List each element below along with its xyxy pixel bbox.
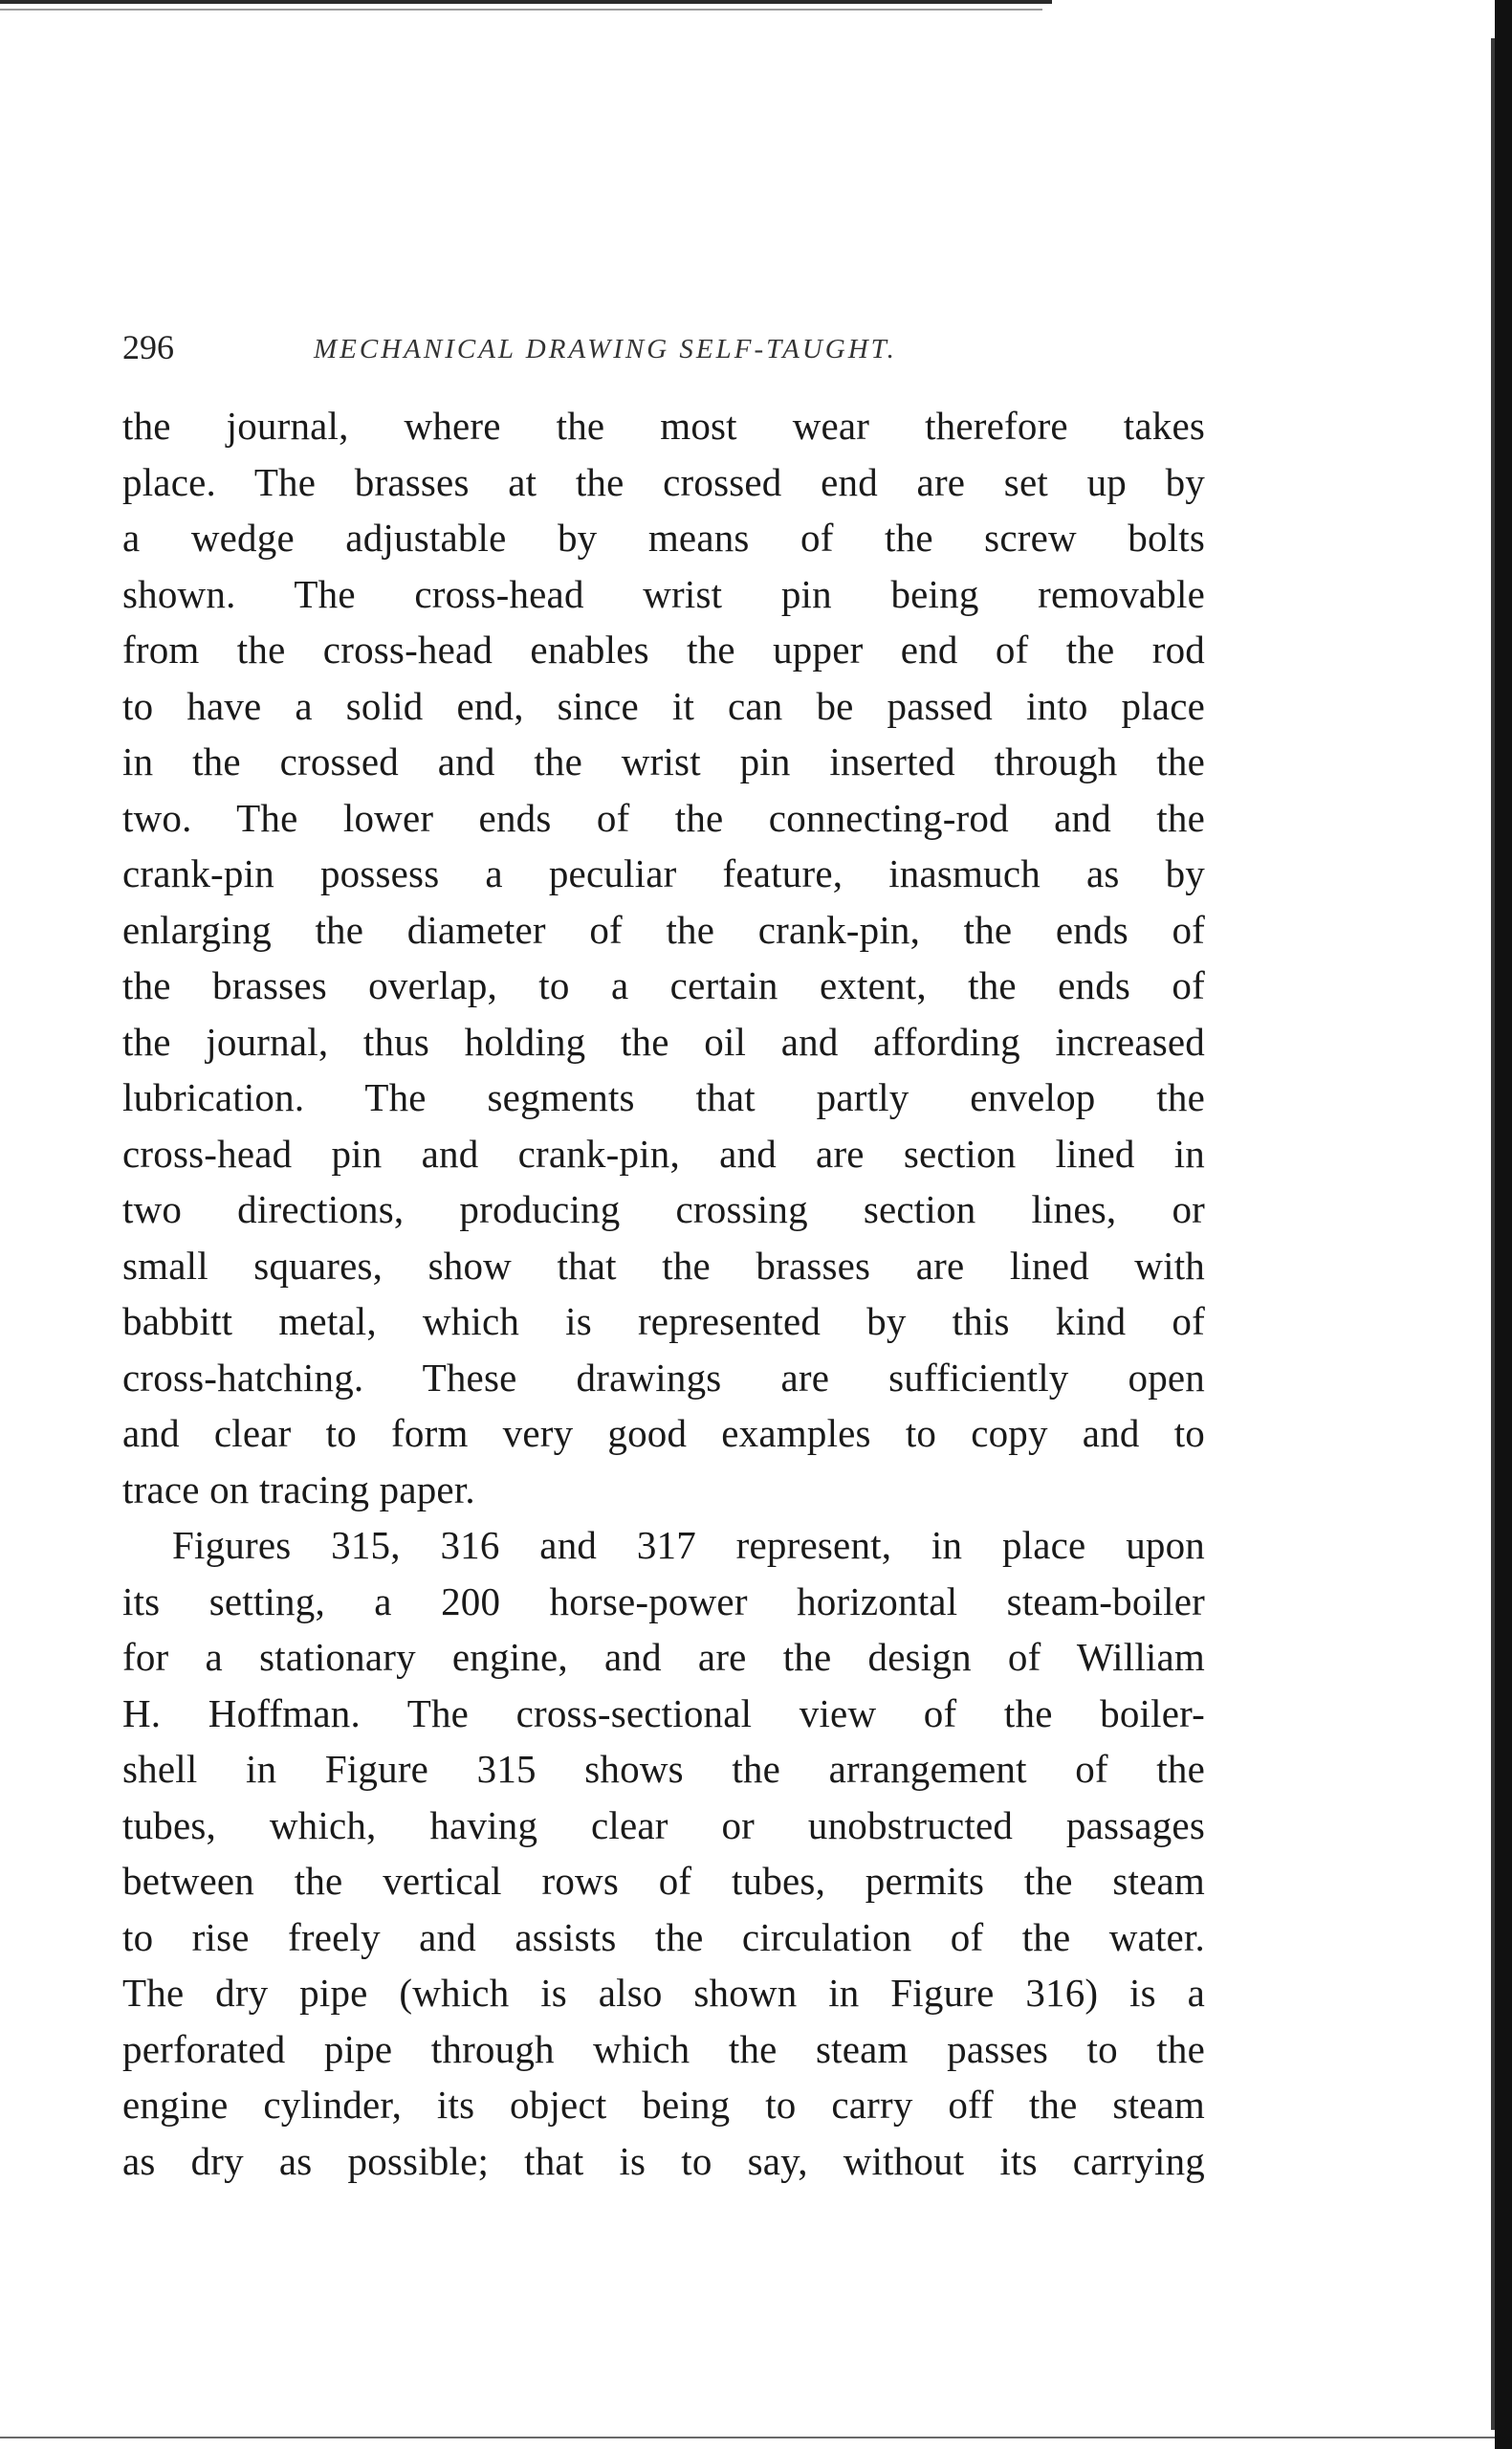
page-right-edge-shadow bbox=[1491, 38, 1495, 2430]
text-line: cross-hatching. These drawings are sufficiently open bbox=[122, 1355, 1205, 1400]
text-line: to rise freely and assists the circulation of the water. bbox=[122, 1914, 1205, 1959]
text-line: place. The brasses at the crossed end are set up by bbox=[122, 459, 1205, 504]
text-line: engine cylinder, its object being to carry off the steam bbox=[122, 2083, 1205, 2127]
text-line: shown. The cross-head wrist pin being removable bbox=[122, 571, 1205, 616]
text-line: the journal, thus holding the oil and affording increased bbox=[122, 1019, 1205, 1064]
text-line: small squares, show that the brasses are lined with bbox=[122, 1243, 1205, 1288]
text-line: The dry pipe (which is also shown in Figure 316) is a bbox=[122, 1971, 1205, 2015]
text-line: as dry as possible; that is to say, without its carrying bbox=[122, 2138, 1205, 2183]
text-line: perforated pipe through which the steam passes to the bbox=[122, 2026, 1205, 2071]
text-line: lubrication. The segments that partly envelop the bbox=[122, 1075, 1205, 1119]
text-line: from the cross-head enables the upper end of the rod bbox=[122, 628, 1205, 672]
text-line: H. Hoffman. The cross-sectional view of the boiler- bbox=[122, 1690, 1205, 1735]
text-line: for a stationary engine, and are the design of William bbox=[122, 1635, 1205, 1679]
text-line: cross-head pin and crank-pin, and are section lined in bbox=[122, 1131, 1205, 1176]
running-head bbox=[122, 323, 1194, 371]
text-line: trace on tracing paper. bbox=[122, 1467, 475, 1511]
text-line: two directions, producing crossing section lines, or bbox=[122, 1187, 1205, 1231]
text-line: enlarging the diameter of the crank-pin, the ends of bbox=[122, 907, 1205, 952]
page-right-edge bbox=[1495, 0, 1512, 2449]
text-line: the journal, where the most wear therefore takes bbox=[122, 404, 1205, 448]
text-line: tubes, which, having clear or unobstructed passages bbox=[122, 1802, 1205, 1847]
text-line: the brasses overlap, to a certain extent, the ends of bbox=[122, 963, 1205, 1007]
text-line: babbitt metal, which is represented by this kind of bbox=[122, 1299, 1205, 1343]
text-line: crank-pin possess a peculiar feature, inasmuch as by bbox=[122, 851, 1205, 895]
page-number: 296 bbox=[122, 328, 174, 366]
text-line: two. The lower ends of the connecting-rod and the bbox=[122, 795, 1205, 840]
text-line: to have a solid end, since it can be passed into place bbox=[122, 683, 1205, 728]
paragraph-1 bbox=[122, 398, 1205, 1517]
text-line: a wedge adjustable by means of the screw bolts bbox=[122, 516, 1205, 560]
text-line: in the crossed and the wrist pin inserted through the bbox=[122, 739, 1205, 783]
text-line: shell in Figure 315 shows the arrangement of the bbox=[122, 1747, 1205, 1791]
bottom-edge-rule bbox=[0, 2437, 1495, 2438]
text-line: Figures 315, 316 and 317 represent, in place upon bbox=[172, 1523, 1205, 1567]
text-line: between the vertical rows of tubes, permits the steam bbox=[122, 1859, 1205, 1903]
running-title: MECHANICAL DRAWING SELF-TAUGHT. bbox=[314, 334, 897, 364]
body-text bbox=[122, 398, 1205, 2189]
top-edge-rule-faint bbox=[0, 9, 1042, 11]
paragraph-2 bbox=[122, 1517, 1205, 2189]
text-line: its setting, a 200 horse-power horizontal steam-boiler bbox=[122, 1578, 1205, 1623]
top-edge-rule bbox=[0, 0, 1052, 4]
text-line: and clear to form very good examples to copy and to bbox=[122, 1411, 1205, 1455]
